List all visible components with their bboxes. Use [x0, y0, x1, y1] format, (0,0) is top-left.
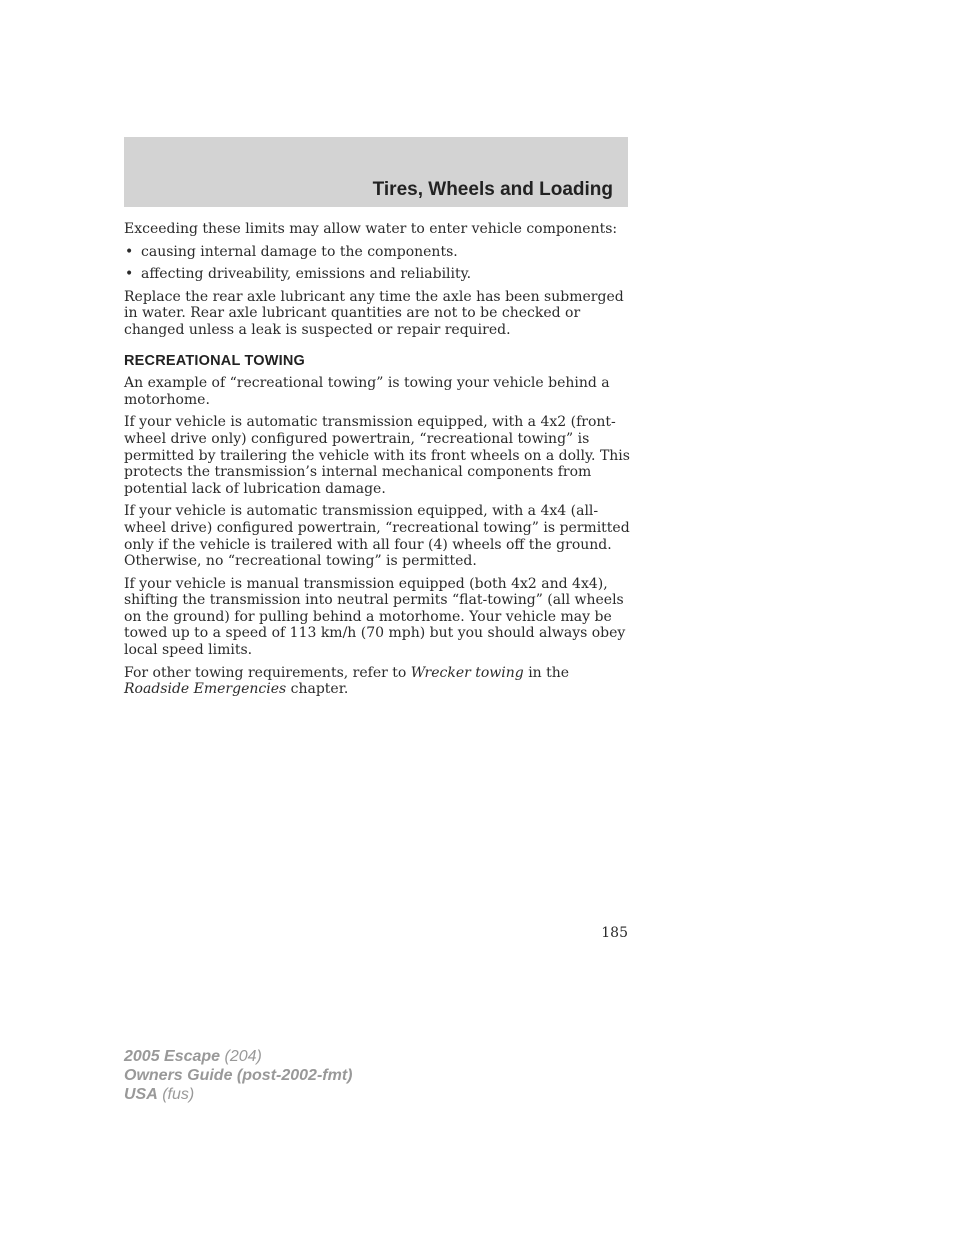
page-body: [124, 221, 630, 704]
paragraph: An example of “recreational towing” is towing your vehicle behind a motorhome.: [124, 375, 610, 408]
bullet-icon: •: [125, 243, 134, 260]
chapter-header-band: [124, 137, 628, 207]
text-run: For other towing requirements, refer to: [124, 664, 411, 681]
footer-market-code: (fus): [157, 1086, 195, 1103]
effects-list: [124, 244, 630, 283]
footer-market: USA: [124, 1086, 158, 1103]
footer-line-model: [124, 1047, 352, 1066]
list-item: [124, 244, 630, 261]
bullet-icon: •: [125, 266, 134, 283]
footer-model: 2005 Escape: [124, 1048, 221, 1065]
list-item-text: affecting driveability, emissions and reliability.: [141, 266, 472, 283]
document-footer: [124, 1047, 352, 1104]
paragraph: If your vehicle is automatic transmission equipped, with a 4x4 (all-wheel drive) configured powertrain, “recreational towing” is permitted only if the vehicle is trailered with all four (4) wheels off the ground. Otherwise, no “recreational towing” is permitted.: [124, 503, 630, 570]
roadside-emergencies-reference: Roadside Emergencies: [124, 681, 287, 698]
list-item-text: causing internal damage to the components.: [141, 243, 458, 260]
footer-model-code: (204): [220, 1048, 262, 1065]
footer-line-market: [124, 1085, 352, 1104]
paragraph: If your vehicle is automatic transmission equipped, with a 4x2 (front-wheel drive only) configured powertrain, “recreational towing” is permitted by trailering the vehicle with its front wheels on a dolly. This protects the transmission’s internal mechanical components from potential lack of lubrication damage.: [124, 414, 630, 497]
footer-line-guide: [124, 1066, 352, 1085]
list-item: [124, 266, 630, 283]
cross-reference-paragraph: [124, 665, 630, 698]
section-heading: RECREATIONAL TOWING: [124, 352, 306, 369]
chapter-title: Tires, Wheels and Loading: [372, 179, 613, 200]
replace-lubricant-paragraph: Replace the rear axle lubricant any time the axle has been submerged in water. Rear axle lubricant quantities are not to be checked or changed unless a leak is suspected or repair required.: [124, 288, 624, 338]
footer-guide: Owners Guide (post-2002-fmt): [124, 1067, 353, 1084]
text-run: in the: [523, 664, 570, 681]
wrecker-towing-reference: Wrecker towing: [410, 664, 524, 681]
paragraph: If your vehicle is manual transmission equipped (both 4x2 and 4x4), shifting the transmission into neutral permits “flat-towing” (all wheels on the ground) for pulling behind a motorhome. Your vehicle may be towed up to a speed of 113 km/h (70 mph) but you should always obey local speed limits.: [124, 575, 626, 659]
page-number: 185: [601, 925, 628, 941]
text-run: chapter.: [286, 681, 349, 698]
intro-lead: Exceeding these limits may allow water to enter vehicle components:: [124, 221, 618, 237]
